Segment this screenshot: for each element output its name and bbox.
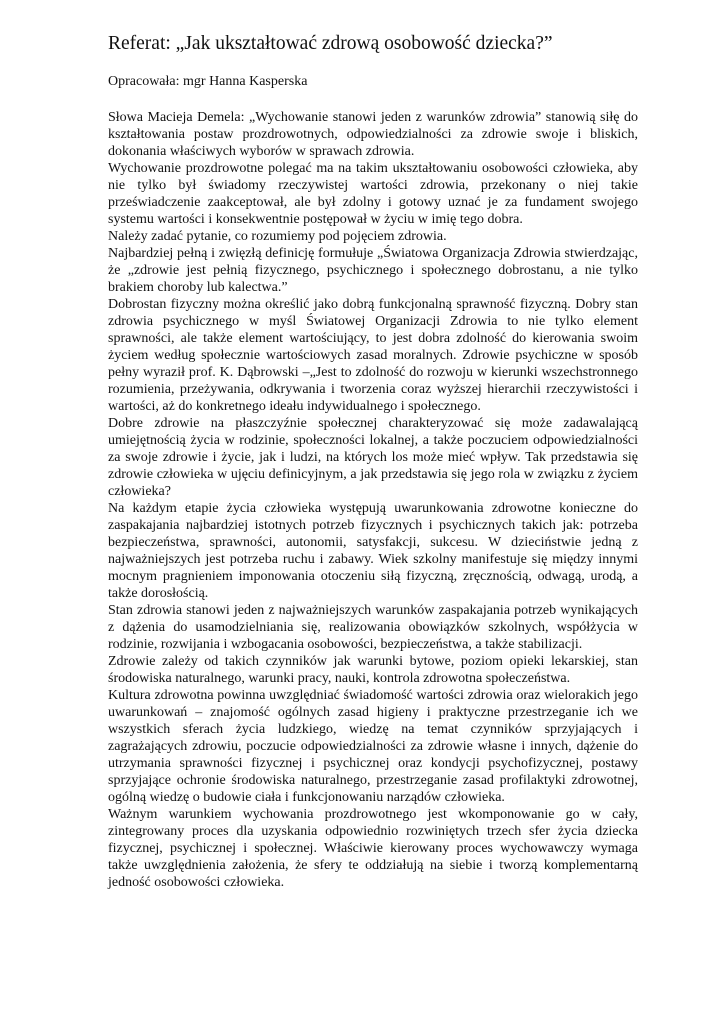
paragraph-definition: Najbardziej pełną i zwięzłą definicję formułuje „Światowa Organizacja Zdrowia stwierdzając, że „zdrowie jest pełnią fizycznego, psychicznego i społecznego dobrostanu, a nie tylko brakiem choroby lub kalectwa.” [108,246,638,295]
paragraph-wellbeing: Dobrostan fizyczny można określić jako dobrą funkcjonalną sprawność fizyczną. Dobry stan zdrowia psychicznego w myśl Światowej Organizacji Zdrowia to nie tylko element sprawności, ale także element wartościujący, to jest dobra zdolność do kierowania swoim życiem według społecznie wartościowych zasad moralnych. Zdrowie psychiczne w sposób pełny wyraził prof. K. Dąbrowski –„Jest to zdolność do rozwoju w kierunki wszechstronnego rozumienia, przeżywania, odkrywania i tworzenia coraz wyższej hierarchii rzeczywistości i wartości, aż do konkretnego ideału indywidualnego i społecznego. [108,297,638,414]
document-body [108,109,638,891]
page-title: Referat: „Jak ukształtować zdrową osobowość dziecka?” [108,33,553,54]
paragraph-factors: Zdrowie zależy od takich czynników jak warunki bytowe, poziom opieki lekarskiej, stan środowiska naturalnego, warunki pracy, nauki, kontrola zdrowotna społeczeństwa. [108,654,638,686]
paragraph-upbringing: Wychowanie prozdrowotne polegać ma na takim ukształtowaniu osobowości człowieka, aby nie tylko był świadomy rzeczywistej wartości zdrowia, przekonany o niej takie przeświadczenie zaakceptował, ale był zdolny i gotowy uznać je za fundament swojego systemu wartości i konsekwentnie postępował w życiu w imię tego dobra. [108,161,638,227]
paragraph-health-culture: Kultura zdrowotna powinna uwzględniać świadomość wartości zdrowia oraz wielorakich jego uwarunkowań – znajomość ogólnych zasad higieny i praktyczne przestrzeganie ich we wszystkich sferach życia ludzkiego, wiedzę na temat czynników sprzyjających i zagrażających zdrowiu, poczucie odpowiedzialności za zdrowie własne i innych, dążenie do utrzymania sprawności fizycznej i psychicznej oraz kondycji psychofizycznej, postawy sprzyjające ochronie środowiska naturalnego, przestrzeganie zasad profilaktyki zdrowotnej, ogólną wiedzę o budowie ciała i funkcjonowaniu narządów człowieka. [108,688,638,805]
paragraph-question: Należy zadać pytanie, co rozumiemy pod pojęciem zdrowia. [108,229,447,244]
document-page [108,30,638,891]
paragraph-conclusion: Ważnym warunkiem wychowania prozdrowotnego jest wkomponowanie go w cały, zintegrowany proces dla uzyskania odpowiednio rozwiniętych trzech sfer życia dziecka fizycznej, psychicznej i społecznej. Właściwie kierowany proces wychowawczy wymaga także uwzględnienia założenia, że sfery te oddziałują na siebie i tworzą komplementarną jedność osobowości człowieka. [108,807,638,890]
paragraph-health-state: Stan zdrowia stanowi jeden z najważniejszych warunków zaspakajania potrzeb wynikających z dążenia do usamodzielniania się, realizowania obowiązków szkolnych, współżycia w rodzinie, rozwijania i wzbogacania osobowości, bezpieczeństwa, a także stabilizacji. [108,603,638,652]
paragraph-intro: Słowa Macieja Demela: „Wychowanie stanowi jeden z warunków zdrowia” stanowią siłę do kształtowania postaw prozdrowotnych, odpowiedzialności za zdrowie swoje i bliskich, dokonania właściwych wyborów w sprawach zdrowia. [108,110,638,159]
paragraph-social-health: Dobre zdrowie na płaszczyźnie społecznej charakteryzować się może zadawalającą umiejętnością życia w rodzinie, społeczności lokalnej, a także poczuciem odpowiedzialności za swoje zdrowie i życie, jak i ludzi, na których los może mieć wpływ. Tak przedstawia się zdrowie człowieka w ujęciu definicyjnym, a jak przedstawia się jego rola w związku z życiem człowieka? [108,416,638,499]
author-line: Opracowała: mgr Hanna Kasperska [108,74,308,89]
paragraph-life-stages: Na każdym etapie życia człowieka występują uwarunkowania zdrowotne konieczne do zaspakajania najbardziej istotnych potrzeb fizycznych i psychicznych takich jak: potrzeba bezpieczeństwa, sprawności, autonomii, satysfakcji, sukcesu. W dzieciństwie jedną z najważniejszych jest potrzeba ruchu i zabawy. Wiek szkolny manifestuje się między innymi mocnym pragnieniem imponowania otoczeniu siłą fizyczną, zręcznością, odwagą, urodą, a także dorosłością. [108,501,638,601]
